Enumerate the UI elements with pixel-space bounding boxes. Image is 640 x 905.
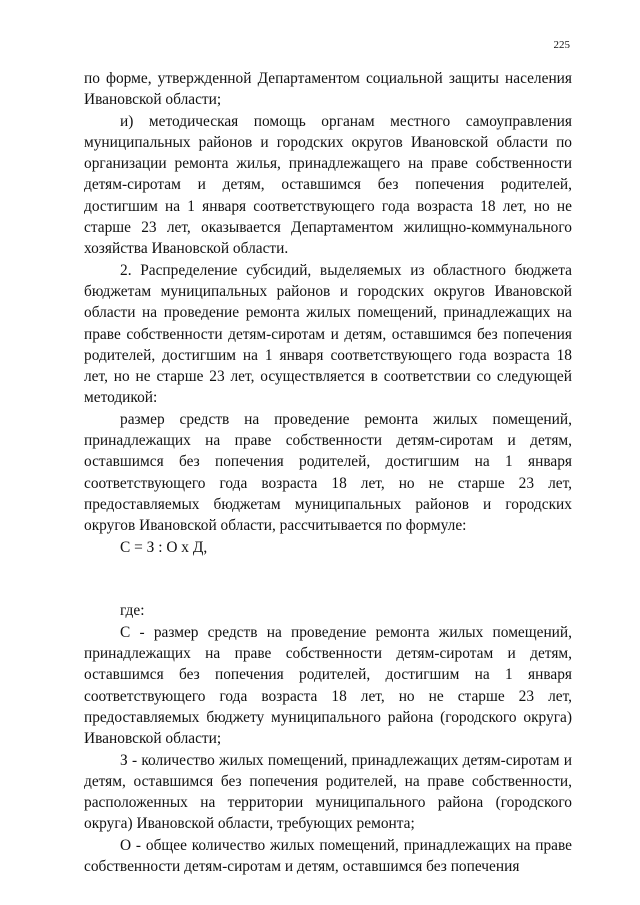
definition-z: З - количество жилых помещений, принадлежащих детям-сиротам и детям, оставшимся без попечения родителей, на праве собственности, расположенных на территории муниципального района (городского округа) Ивановской области, требующих ремонта; xyxy=(84,751,572,833)
page-number: 225 xyxy=(553,39,570,51)
where-label: где: xyxy=(120,602,145,620)
paragraph-section-2: 2. Распределение субсидий, выделяемых из областного бюджета бюджетам муниципальных районов и городских округов Ивановской области на проведение ремонта жилых помещений, принадлежащих на праве собственности детям-сиротам и детям, оставшимся без попечения родителей, достигшим на 1 января соответствующего года возраста 18 лет, но не старше 23 лет, осуществляется в соответствии со следующей методикой: xyxy=(84,261,572,407)
paragraph-continuation: по форме, утвержденной Департаментом социальной защиты населения Ивановской области; xyxy=(84,70,572,109)
paragraph-method: размер средств на проведение ремонта жилых помещений, принадлежащих на праве собственности детям-сиротам и детям, оставшимся без попечения родителей, достигшим на 1 января соответствующего года возраста 18 лет, но не старше 23 лет, предоставляемых бюджетам муниципальных районов и городских округов Ивановской области, рассчитывается по формуле: xyxy=(84,410,572,535)
definition-c: С - размер средств на проведение ремонта жилых помещений, принадлежащих на праве собственности детям-сиротам и детям, оставшимся без попечения родителей, достигшим на 1 января соответствующего года возраста 18 лет, но не старше 23 лет, предоставляемых бюджету муниципального района (городского округа) Ивановской области; xyxy=(84,623,572,748)
definition-o: О - общее количество жилых помещений, принадлежащих на праве собственности детям-сиротам и детям, оставшимся без попечения xyxy=(84,836,572,875)
document-body xyxy=(84,68,572,877)
paragraph-item-i: и) методическая помощь органам местного самоуправления муниципальных районов и городских округов Ивановской области по организации ремонта жилья, принадлежащего на праве собственности детям-сиротам и детям, оставшимся без попечения родителей, достигшим на 1 января соответствующего года возраста 18 лет, но не старше 23 лет, оказывается Департаментом жилищно-коммунального хозяйства Ивановской области. xyxy=(84,112,572,258)
formula: С = З : О х Д, xyxy=(120,538,208,556)
blank-line xyxy=(84,558,572,601)
